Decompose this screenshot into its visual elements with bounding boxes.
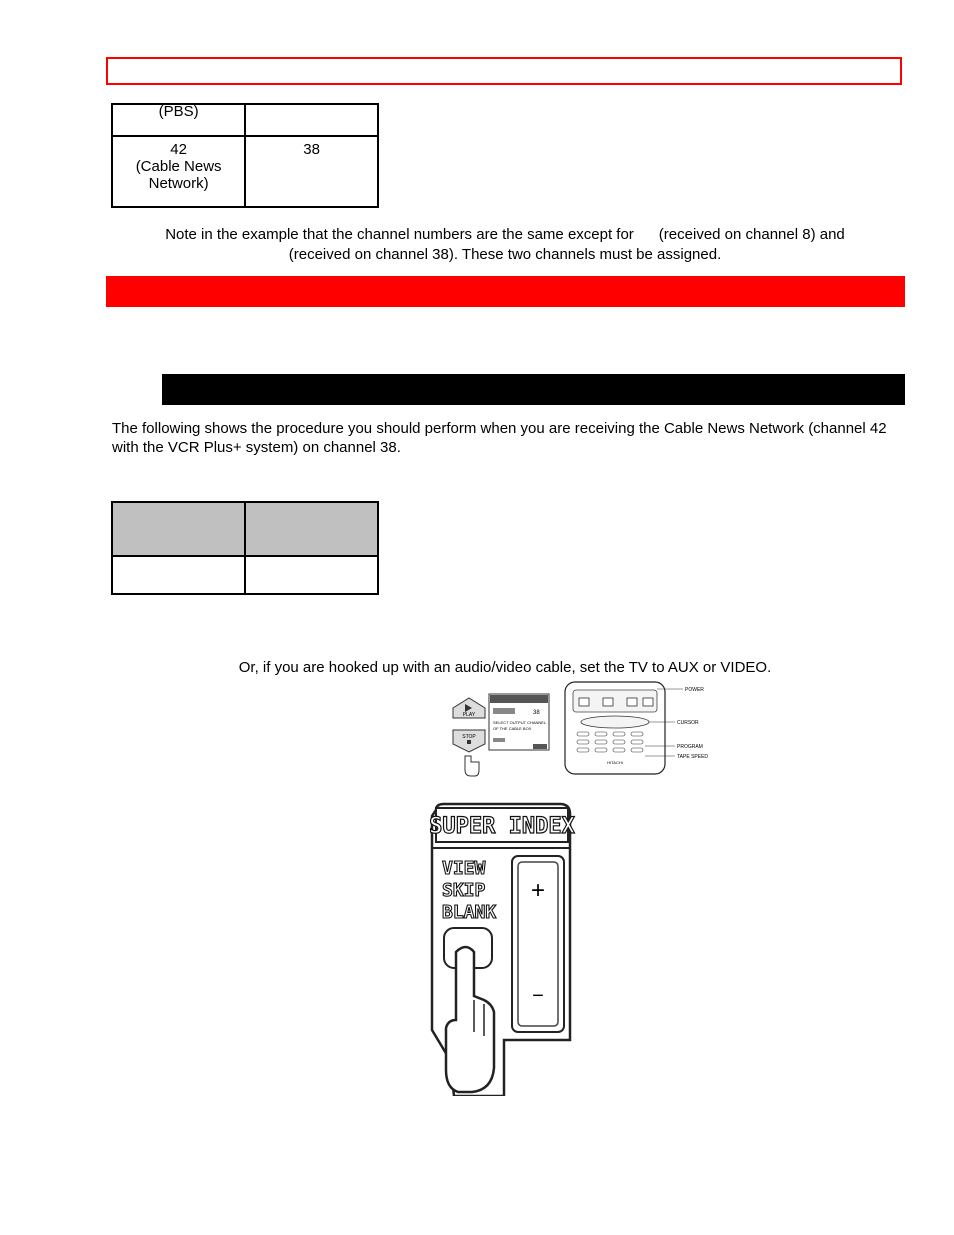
minus-sign: − bbox=[532, 985, 544, 1007]
cell-text: 38 bbox=[303, 141, 320, 158]
example-note bbox=[106, 225, 904, 265]
stop-label: STOP bbox=[462, 734, 476, 740]
play-button-icon bbox=[453, 698, 485, 718]
section-header-outline bbox=[106, 57, 902, 85]
pointing-hand-icon bbox=[465, 756, 479, 776]
black-section-bar bbox=[162, 374, 905, 405]
remote-control-icon bbox=[565, 682, 665, 774]
stop-button-icon bbox=[453, 730, 485, 752]
super-index-illustration bbox=[428, 800, 576, 1096]
table-cell bbox=[245, 104, 378, 136]
cell-text: (PBS) bbox=[158, 103, 199, 120]
cell-text: Network) bbox=[148, 175, 209, 192]
channel-table bbox=[111, 103, 379, 208]
table-row bbox=[112, 556, 378, 594]
table-cell bbox=[245, 556, 378, 594]
remote-illustration bbox=[445, 680, 735, 780]
table-cell bbox=[112, 104, 245, 136]
power-label: POWER bbox=[685, 687, 704, 693]
super-index-blank: BLANK bbox=[442, 902, 497, 923]
cell-text: 42 bbox=[170, 141, 187, 158]
screen-line: SELECT OUTPUT CHANNEL bbox=[493, 720, 547, 725]
super-index-skip: SKIP bbox=[442, 880, 486, 901]
table-row bbox=[112, 104, 378, 136]
screen-line: OF THE CABLE BOX bbox=[493, 726, 532, 731]
table-cell bbox=[112, 136, 245, 207]
remote-brand: HITACHI bbox=[607, 760, 623, 765]
av-instruction: Or, if you are hooked up with an audio/video cable, set the TV to AUX or VIDEO. bbox=[238, 659, 772, 676]
table-header-cell bbox=[245, 502, 378, 556]
table-header-cell bbox=[112, 502, 245, 556]
screen-value: 38 bbox=[533, 710, 540, 716]
program-label: PROGRAM bbox=[677, 744, 703, 750]
table-row bbox=[112, 502, 378, 556]
procedure-text: The following shows the procedure you should perform when you are receiving the Cable News Network (channel 42 with the VCR Plus+ system) on channel 38. bbox=[112, 420, 887, 456]
plus-sign: + bbox=[530, 877, 546, 904]
cell-text: (Cable News bbox=[135, 158, 222, 175]
table-row bbox=[112, 136, 378, 207]
note-line: (received on channel 38). These two channels must be assigned. bbox=[288, 246, 722, 263]
tv-screen-display bbox=[489, 694, 549, 750]
note-line: Note in the example that the channel numbers are the same except for (received on channel 8) and bbox=[165, 226, 845, 243]
play-label: PLAY bbox=[462, 712, 476, 718]
tape-speed-label: TAPE SPEED bbox=[677, 754, 709, 760]
assignment-table bbox=[111, 501, 379, 595]
table-cell bbox=[112, 556, 245, 594]
table-cell bbox=[245, 136, 378, 207]
super-index-view: VIEW bbox=[442, 858, 486, 879]
super-index-title: SUPER INDEX bbox=[429, 814, 575, 839]
red-section-bar bbox=[106, 276, 905, 307]
cursor-label: CURSOR bbox=[677, 720, 699, 726]
